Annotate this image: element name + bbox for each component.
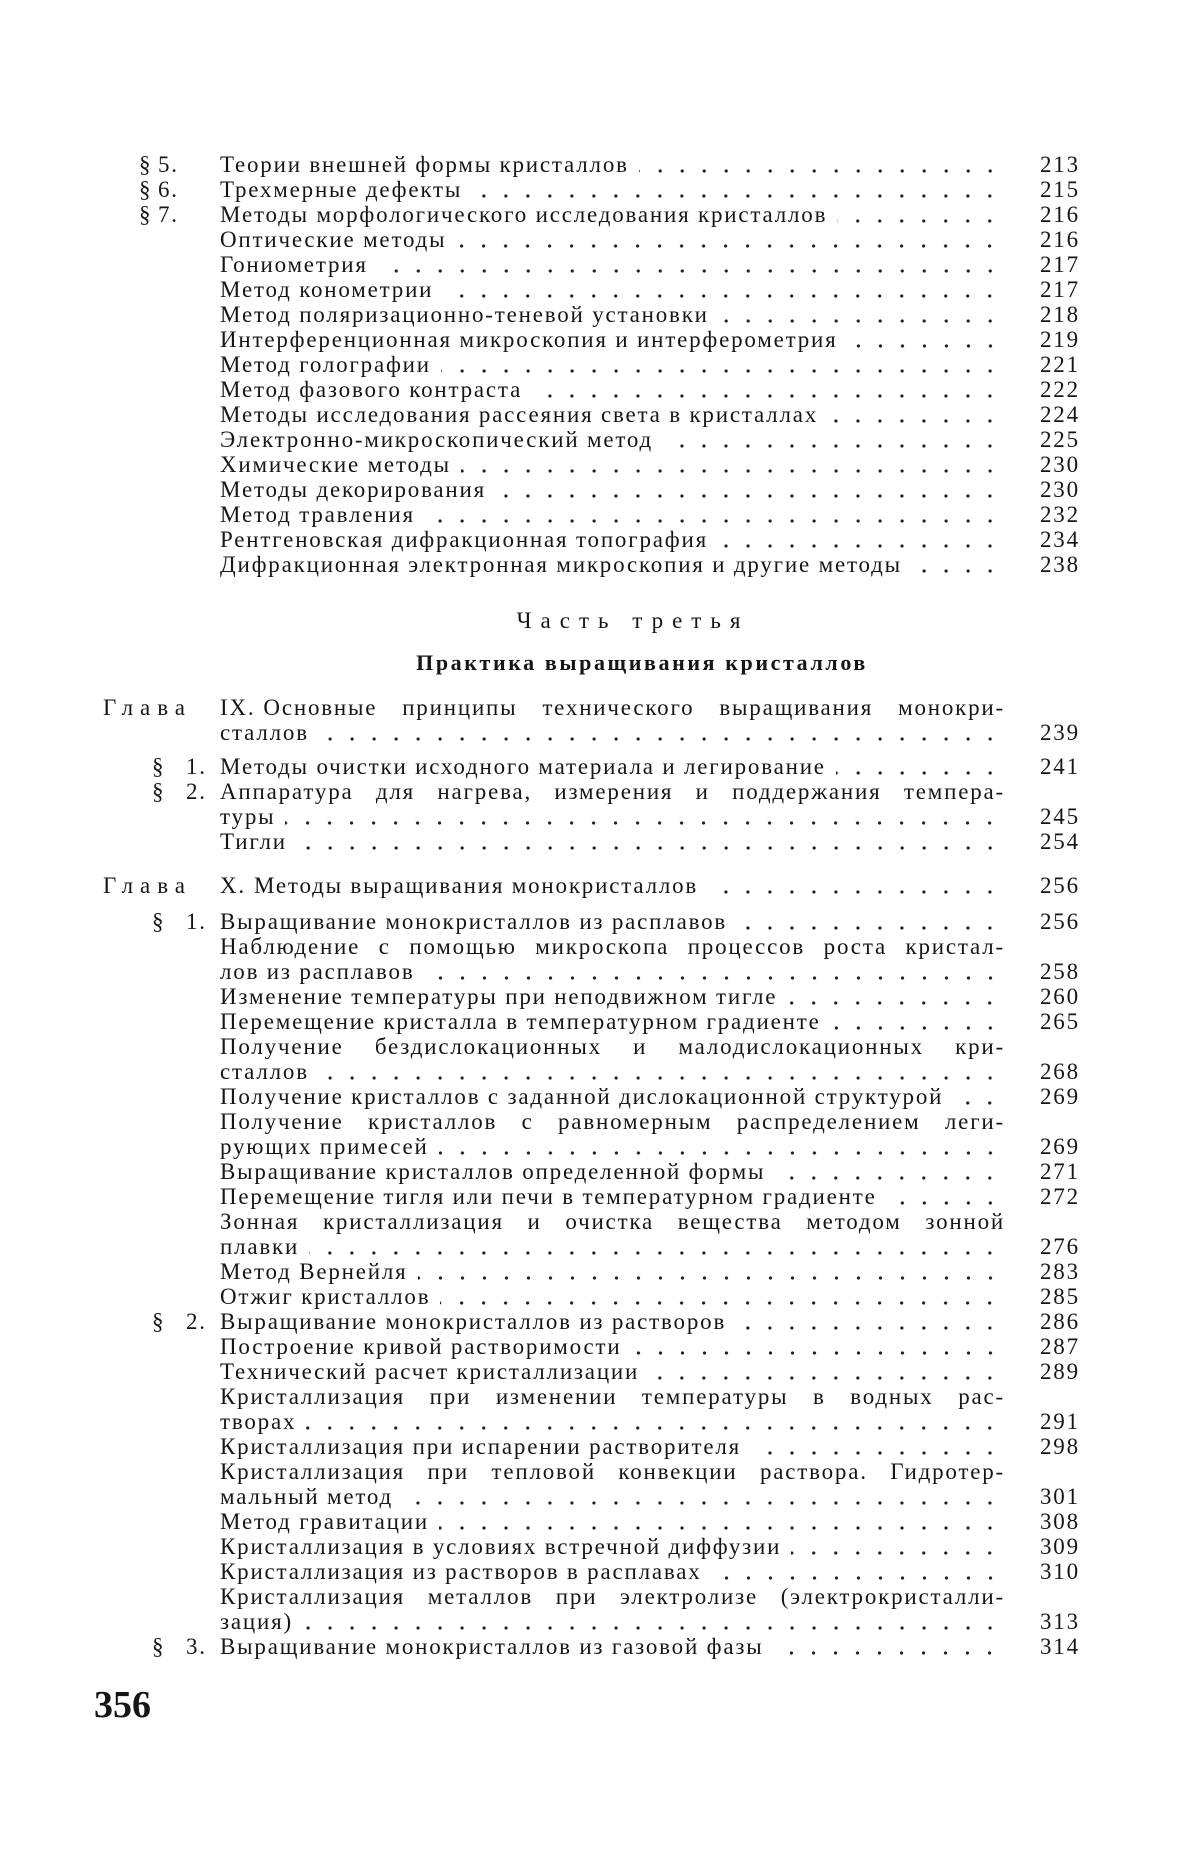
dot-leader (953, 1084, 1001, 1109)
section-sign: § (152, 779, 166, 804)
entry-title: Оптические методы (220, 227, 447, 252)
entry-title: Метод Вернейля (220, 1259, 408, 1284)
entry-text-line (220, 695, 1005, 720)
toc-subsection (0, 277, 1200, 302)
entry-text-line (220, 227, 1005, 252)
entry-text-line (220, 934, 1005, 959)
dot-leader (912, 552, 1001, 577)
entry-text-line (220, 1584, 1005, 1609)
section-number: 1. (186, 754, 207, 779)
page-ref: 239 (1040, 720, 1080, 745)
page-ref: 218 (1040, 302, 1080, 327)
page-ref: 301 (1040, 1484, 1080, 1509)
toc-subsection (0, 1259, 1200, 1284)
chapter-sections (0, 754, 1200, 854)
entry-title: Построение кривой растворимости (220, 1334, 622, 1359)
toc-subsection (0, 302, 1200, 327)
page-ref: 283 (1040, 1259, 1080, 1284)
entry-title: Метод травления (220, 502, 415, 527)
entry-title: Метод голографии (220, 352, 431, 377)
entry-title: Метод поляризационно-теневой установки (220, 302, 709, 327)
toc-section (0, 754, 1200, 779)
entry-text-line (220, 302, 1005, 327)
chapter-heading (0, 695, 1200, 720)
entry-text-line (220, 1309, 1005, 1334)
entry-title: Выращивание кристаллов определенной формы (220, 1159, 766, 1184)
dot-leader (708, 873, 1001, 898)
page-ref: 265 (1040, 1009, 1080, 1034)
entry-title: Метод фазового контраста (220, 377, 523, 402)
dot-leader (456, 227, 1001, 252)
entry-title: Технический расчет кристаллизации (220, 1359, 640, 1384)
toc-subsection (0, 829, 1200, 854)
page-ref: 269 (1040, 1134, 1080, 1159)
entry-text-line (220, 1384, 1005, 1409)
page-ref: 232 (1040, 502, 1080, 527)
entry-text-line (220, 1159, 1005, 1184)
entry-title: Методы выращивания монокристаллов (253, 873, 699, 898)
entry-title: Метод конометрии (220, 277, 434, 302)
page-ref: 256 (1040, 909, 1080, 934)
toc-subsection (0, 1534, 1200, 1559)
page-ref: 238 (1040, 552, 1080, 577)
entry-text-line (220, 1359, 1005, 1384)
dot-leader (736, 1309, 1001, 1334)
toc-subsection (0, 402, 1200, 427)
entry-text-line (220, 402, 1005, 427)
toc-subsection (0, 1334, 1200, 1359)
entry-text-line (220, 1284, 1005, 1309)
page-ref: 291 (1040, 1409, 1080, 1434)
entry-title: Перемещение тигля или печи в температурном градиенте (220, 1184, 877, 1209)
entry-text-line (220, 352, 1005, 377)
entry-title: плавки (220, 1234, 300, 1259)
entry-text-line (220, 552, 1005, 577)
dot-leader (443, 277, 1001, 302)
toc-section (0, 152, 1200, 177)
toc-subsection (0, 959, 1200, 984)
dot-leader (378, 252, 1001, 277)
toc-continued-sections (0, 152, 1200, 577)
dot-leader (439, 1134, 1001, 1159)
page-ref: 221 (1040, 352, 1080, 377)
toc-subsection (0, 1034, 1200, 1059)
page-ref: 256 (1040, 873, 1080, 898)
entry-title: Электронно-микроскопический метод (220, 427, 654, 452)
page-ref: 225 (1040, 427, 1080, 452)
entry-text-line (220, 1059, 1005, 1084)
section-number: 2. (186, 1309, 207, 1334)
toc-subsection (0, 1084, 1200, 1109)
toc-subsection (0, 477, 1200, 502)
dot-leader (425, 959, 1001, 984)
dot-leader (751, 1434, 1001, 1459)
dot-leader (649, 1359, 1001, 1384)
entry-text-line (220, 277, 1005, 302)
section-sign: § (139, 202, 153, 227)
toc-subsection (0, 352, 1200, 377)
entry-title: Выращивание монокристаллов из расплавов (220, 909, 728, 934)
entry-title: Методы декорирования (220, 477, 487, 502)
entry-text-line (220, 1084, 1005, 1109)
toc-subsection (0, 1234, 1200, 1259)
entry-text-line (220, 177, 1005, 202)
entry-text-line (220, 1509, 1005, 1534)
page-ref: 219 (1040, 327, 1080, 352)
entry-text-line (220, 202, 1005, 227)
toc-subsection (0, 1459, 1200, 1484)
entry-text-line (220, 804, 1005, 829)
entry-title: Получение кристаллов с заданной дислокационной структурой (220, 1084, 944, 1109)
entry-text-line (220, 427, 1005, 452)
entry-text-line (220, 477, 1005, 502)
entry-text-line (220, 1209, 1005, 1234)
toc-subsection (0, 1409, 1200, 1434)
page-ref: 258 (1040, 959, 1080, 984)
toc-subsection (0, 1284, 1200, 1309)
entry-title: Получение кристаллов с равномерным распределением леги- (220, 1109, 1005, 1134)
entry-title: Кристаллизация из растворов в расплавах (220, 1559, 702, 1584)
page-ref: 310 (1040, 1559, 1080, 1584)
entry-text-line (220, 1134, 1005, 1159)
dot-leader (309, 1234, 1001, 1259)
entry-text-line (220, 152, 1005, 177)
page-ref: 213 (1040, 152, 1080, 177)
toc-subsection (0, 1434, 1200, 1459)
chapter-number: X. (220, 873, 246, 898)
entry-title: Гониометрия (220, 252, 368, 277)
toc-subsection (0, 1209, 1200, 1234)
entry-text-line (220, 1409, 1005, 1434)
page-ref: 272 (1040, 1184, 1080, 1209)
page-ref: 286 (1040, 1309, 1080, 1334)
entry-text-line (220, 1234, 1005, 1259)
toc-subsection (0, 1559, 1200, 1584)
entry-text-line (220, 754, 1005, 779)
entry-title: Методы исследования рассеяния света в кристаллах (220, 402, 819, 427)
dot-leader (319, 720, 1001, 745)
entry-title: Кристаллизация при изменении температуры в водных рас- (220, 1384, 1005, 1409)
entry-title: Методы очистки исходного материала и легирование (220, 754, 826, 779)
toc-subsection (0, 934, 1200, 959)
dot-leader (418, 1259, 1001, 1284)
toc-section (0, 177, 1200, 202)
entry-text-line (220, 829, 1005, 854)
dot-leader (663, 427, 1001, 452)
entry-text-line (220, 1109, 1005, 1134)
page-ref: 308 (1040, 1509, 1080, 1534)
section-number: 6. (158, 177, 179, 202)
dot-leader (718, 527, 1001, 552)
part-title: Часть третья (516, 608, 750, 633)
entry-text-line (220, 502, 1005, 527)
dot-leader (297, 829, 1001, 854)
toc-subsection (0, 227, 1200, 252)
entry-text-line (220, 527, 1005, 552)
section-sign: § (139, 152, 153, 177)
dot-leader (425, 502, 1001, 527)
dot-leader (532, 377, 1001, 402)
toc-subsection (0, 427, 1200, 452)
chapter-heading (0, 873, 1200, 898)
entry-text-line (220, 1609, 1005, 1634)
chapter-label: Глава (103, 695, 193, 720)
entry-text-line (220, 1334, 1005, 1359)
section-number: 3. (186, 1634, 207, 1659)
dot-leader (719, 302, 1001, 327)
entry-title: Теории внешней формы кристаллов (220, 152, 629, 177)
entry-text-line (220, 720, 1005, 745)
toc-subsection (0, 1159, 1200, 1184)
page-ref: 254 (1040, 829, 1080, 854)
entry-title: Основные принципы технического выращивания монокри- (263, 695, 1005, 720)
entry-text-line (220, 1459, 1005, 1484)
entry-text-line (220, 377, 1005, 402)
page-ref: 268 (1040, 1059, 1080, 1084)
entry-title: туры (220, 804, 276, 829)
entry-text-line (220, 1559, 1005, 1584)
page-ref: 314 (1040, 1634, 1080, 1659)
entry-text-line (220, 909, 1005, 934)
entry-title: Тигли (220, 829, 287, 854)
toc-subsection (0, 1109, 1200, 1134)
entry-text-line (220, 1184, 1005, 1209)
entry-text-line (220, 252, 1005, 277)
page-ref: 289 (1040, 1359, 1080, 1384)
chapter-label: Глава (103, 873, 193, 898)
page-ref: 230 (1040, 452, 1080, 477)
entry-title: Отжиг кристаллов (220, 1284, 431, 1309)
page-ref: 215 (1040, 177, 1080, 202)
section-sign: § (152, 754, 166, 779)
toc-chapters (0, 695, 1200, 1659)
page-ref: 216 (1040, 202, 1080, 227)
page-ref: 217 (1040, 277, 1080, 302)
dot-leader (828, 402, 1001, 427)
page-ref: 287 (1040, 1334, 1080, 1359)
dot-leader (403, 1484, 1001, 1509)
page-ref: 313 (1040, 1609, 1080, 1634)
dot-leader (836, 754, 1001, 779)
page-ref: 234 (1040, 527, 1080, 552)
page-ref: 271 (1040, 1159, 1080, 1184)
dot-leader (306, 1409, 1001, 1434)
entry-text-line (220, 984, 1005, 1009)
entry-text-line (220, 327, 1005, 352)
toc-subsection (0, 1609, 1200, 1634)
entry-title: Перемещение кристалла в температурном градиенте (220, 1009, 821, 1034)
dot-leader (632, 1334, 1001, 1359)
entry-title: Трехмерные дефекты (220, 177, 463, 202)
dot-leader (472, 177, 1001, 202)
dot-leader (461, 452, 1001, 477)
dot-leader (837, 202, 1001, 227)
entry-title: Кристаллизация металлов при электролизе (электрокристалли- (220, 1584, 1005, 1609)
toc-section (0, 1309, 1200, 1334)
entry-title: Метод гравитации (220, 1509, 429, 1534)
dot-leader (439, 1509, 1001, 1534)
page-ref: 230 (1040, 477, 1080, 502)
chapter-heading (0, 720, 1200, 745)
page-ref: 298 (1040, 1434, 1080, 1459)
entry-title: мальный метод (220, 1484, 394, 1509)
toc-subsection (0, 527, 1200, 552)
toc-subsection (0, 984, 1200, 1009)
toc-section (0, 804, 1200, 829)
toc-subsection (0, 502, 1200, 527)
entry-text-line (220, 1009, 1005, 1034)
toc-subsection (0, 252, 1200, 277)
toc-subsection (0, 1134, 1200, 1159)
dot-leader (791, 1534, 1001, 1559)
entry-title: Наблюдение с помощью микроскопа процессов роста кристал- (220, 934, 1005, 959)
entry-title: Изменение температуры при неподвижном тигле (220, 984, 778, 1009)
toc-subsection (0, 1384, 1200, 1409)
toc-subsection (0, 1584, 1200, 1609)
toc-section (0, 202, 1200, 227)
page-ref: 285 (1040, 1284, 1080, 1309)
section-sign: § (152, 1634, 166, 1659)
section-sign: § (152, 1309, 166, 1334)
entry-title: Кристаллизация в условиях встречной диффузии (220, 1534, 782, 1559)
chapter-sections (0, 909, 1200, 1659)
page-number: 356 (94, 1684, 151, 1726)
entry-text-line (220, 1484, 1005, 1509)
page-ref: 245 (1040, 804, 1080, 829)
entry-text-line (220, 873, 1005, 898)
dot-leader (496, 477, 1001, 502)
toc-subsection (0, 452, 1200, 477)
toc-subsection (0, 1359, 1200, 1384)
entry-title: Интерференционная микроскопия и интерферометрия (220, 327, 838, 352)
entry-title: Химические методы (220, 452, 451, 477)
chapter-number: IX. (220, 695, 256, 720)
section-number: 2. (186, 779, 207, 804)
entry-text-line (220, 1434, 1005, 1459)
entry-title: Методы морфологического исследования кристаллов (220, 202, 828, 227)
section-sign: § (139, 177, 153, 202)
dot-leader (639, 152, 1001, 177)
entry-text-line (220, 1534, 1005, 1559)
toc-subsection (0, 552, 1200, 577)
dot-leader (285, 804, 1001, 829)
entry-title: Дифракционная электронная микроскопия и другие методы (220, 552, 902, 577)
page-ref: 276 (1040, 1234, 1080, 1259)
entry-title: Рентгеновская дифракционная топография (220, 527, 708, 552)
entry-title: лов из расплавов (220, 959, 415, 984)
chapter (0, 695, 1200, 854)
toc-subsection (0, 1059, 1200, 1084)
entry-title: Кристаллизация при тепловой конвекции раствора. Гидротер- (220, 1459, 1005, 1484)
page-ref: 217 (1040, 252, 1080, 277)
dot-leader (737, 909, 1001, 934)
toc-section (0, 1634, 1200, 1659)
section-sign: § (152, 909, 166, 934)
page-ref: 222 (1040, 377, 1080, 402)
part-subtitle: Практика выращивания кристаллов (416, 650, 868, 675)
toc-subsection (0, 377, 1200, 402)
entry-text-line (220, 779, 1005, 804)
dot-leader (303, 1609, 1001, 1634)
entry-title: Получение бездислокационных и малодислокационных кри- (220, 1034, 1005, 1059)
section-number: 5. (158, 152, 179, 177)
entry-title: Зонная кристаллизация и очистка вещества методом зонной (220, 1209, 1005, 1234)
entry-title: Аппаратура для нагрева, измерения и поддержания темпера- (220, 779, 1005, 804)
toc-section (0, 779, 1200, 804)
dot-leader (887, 1184, 1001, 1209)
page-ref: 241 (1040, 754, 1080, 779)
entry-title: Выращивание монокристаллов из газовой фазы (220, 1634, 764, 1659)
section-number: 7. (158, 202, 179, 227)
toc-subsection (0, 327, 1200, 352)
dot-leader (831, 1009, 1001, 1034)
page-ref: 216 (1040, 227, 1080, 252)
page-ref: 260 (1040, 984, 1080, 1009)
toc-section (0, 909, 1200, 934)
entry-title: рующих примесей (220, 1134, 429, 1159)
section-number: 1. (186, 909, 207, 934)
entry-title: зация) (220, 1609, 293, 1634)
entry-title: сталлов (220, 720, 309, 745)
entry-title: сталлов (220, 1059, 309, 1084)
entry-text-line (220, 1034, 1005, 1059)
page-ref: 269 (1040, 1084, 1080, 1109)
dot-leader (773, 1634, 1001, 1659)
dot-leader (319, 1059, 1001, 1084)
dot-leader (848, 327, 1001, 352)
chapter (0, 873, 1200, 1659)
page-ref: 309 (1040, 1534, 1080, 1559)
toc-subsection (0, 1509, 1200, 1534)
toc-subsection (0, 1009, 1200, 1034)
entry-text-line (220, 959, 1005, 984)
entry-title: Выращивание монокристаллов из растворов (220, 1309, 727, 1334)
dot-leader (787, 984, 1001, 1009)
dot-leader (441, 352, 1001, 377)
entry-text-line (220, 1634, 1005, 1659)
dot-leader (775, 1159, 1001, 1184)
toc-subsection (0, 1484, 1200, 1509)
entry-title: Кристаллизация при испарении растворителя (220, 1434, 741, 1459)
entry-text-line (220, 1259, 1005, 1284)
page-ref: 224 (1040, 402, 1080, 427)
dot-leader (712, 1559, 1001, 1584)
toc-subsection (0, 1184, 1200, 1209)
entry-title: творах (220, 1409, 297, 1434)
entry-text-line (220, 452, 1005, 477)
dot-leader (440, 1284, 1001, 1309)
